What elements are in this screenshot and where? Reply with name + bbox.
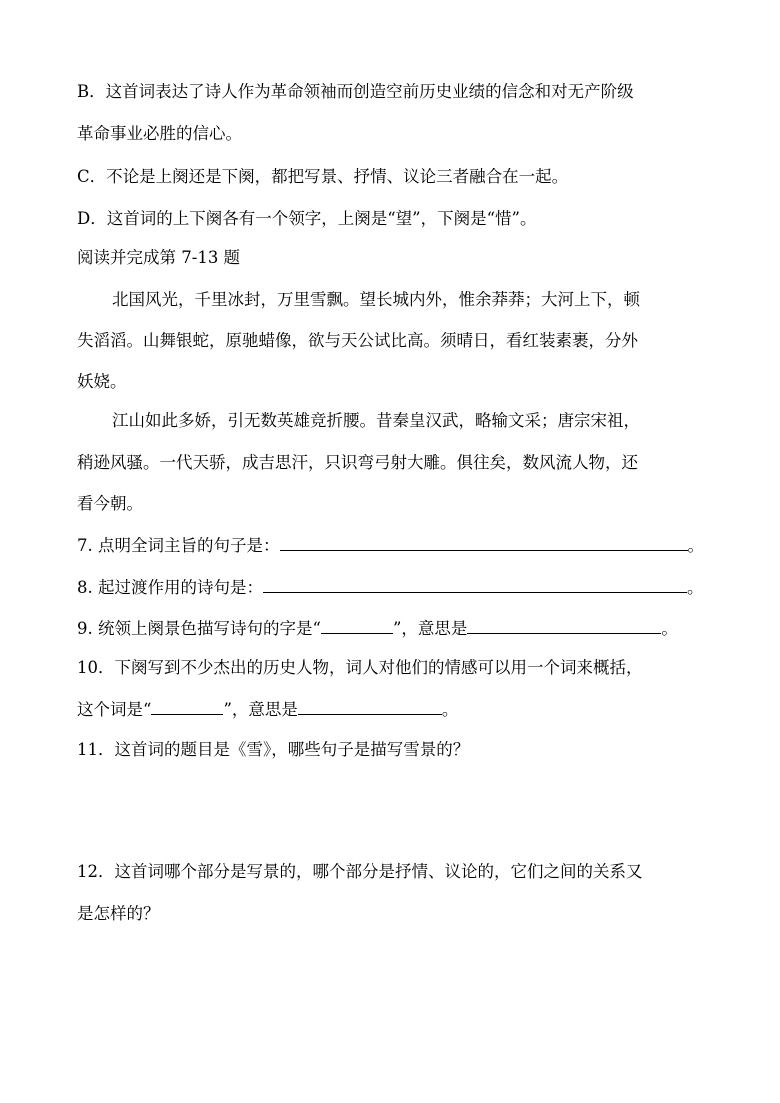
question-11: 11．这首词的题目是《雪》，哪些句子是描写雪景的？ xyxy=(77,740,470,759)
poem-stanza2-line3: 看今朝。 xyxy=(77,494,143,513)
answer-blank-10b[interactable] xyxy=(298,700,442,715)
answer-blank-9a[interactable] xyxy=(321,619,393,634)
option-c: C．不论是上阕还是下阕，都把写景、抒情、议论三者融合在一起。 xyxy=(77,167,569,186)
question-8-text: 8. 起过渡作用的诗句是： xyxy=(77,578,263,597)
poem-stanza1-line2: 失滔滔。山舞银蛇，原驰蜡像，欲与天公试比高。须晴日，看红装素裹，分外 xyxy=(77,331,638,350)
answer-blank-7[interactable] xyxy=(280,536,688,551)
option-d: D．这首词的上下阕各有一个领字，上阕是“望”，下阕是“惜”。 xyxy=(77,209,537,228)
poem-stanza2-line2: 稍逊风骚。一代天骄，成吉思汗，只识弯弓射大雕。俱往矣，数风流人物，还 xyxy=(77,453,638,472)
question-8: 8. 起过渡作用的诗句是： 。 xyxy=(77,578,704,597)
answer-blank-8[interactable] xyxy=(263,578,687,593)
section-heading: 阅读并完成第 7-13 题 xyxy=(77,248,241,267)
question-9-text: 9. 统领上阕景色描写诗句的字是“ xyxy=(77,619,321,638)
poem-stanza2-line1: 江山如此多娇，引无数英雄竞折腰。昔秦皇汉武，略输文采；唐宗宋祖， xyxy=(112,411,640,430)
poem-stanza1-line3: 妖娆。 xyxy=(77,372,127,391)
question-7-text: 7. 点明全词主旨的句子是： xyxy=(77,536,280,555)
question-7: 7. 点明全词主旨的句子是： 。 xyxy=(77,536,704,555)
option-b-line1: B．这首词表达了诗人作为革命领袖而创造空前历史业绩的信念和对无产阶级 xyxy=(77,82,634,101)
question-12-line2: 是怎样的？ xyxy=(77,904,160,923)
answer-blank-10a[interactable] xyxy=(151,700,223,715)
option-b-line2: 革命事业必胜的信心。 xyxy=(77,124,242,143)
poem-stanza1-line1: 北国风光，千里冰封，万里雪飘。望长城内外，惟余莽莽；大河上下，顿 xyxy=(112,290,640,309)
question-12-line1: 12．这首词哪个部分是写景的，哪个部分是抒情、议论的，它们之间的关系又 xyxy=(77,862,643,881)
answer-blank-9b[interactable] xyxy=(467,619,661,634)
question-9: 9. 统领上阕景色描写诗句的字是“ ”，意思是 。 xyxy=(77,619,678,638)
question-10-line2: 这个词是“ ”，意思是 。 xyxy=(77,700,459,719)
question-10-line1: 10．下阕写到不少杰出的历史人物，词人对他们的情感可以用一个词来概括， xyxy=(77,658,643,677)
